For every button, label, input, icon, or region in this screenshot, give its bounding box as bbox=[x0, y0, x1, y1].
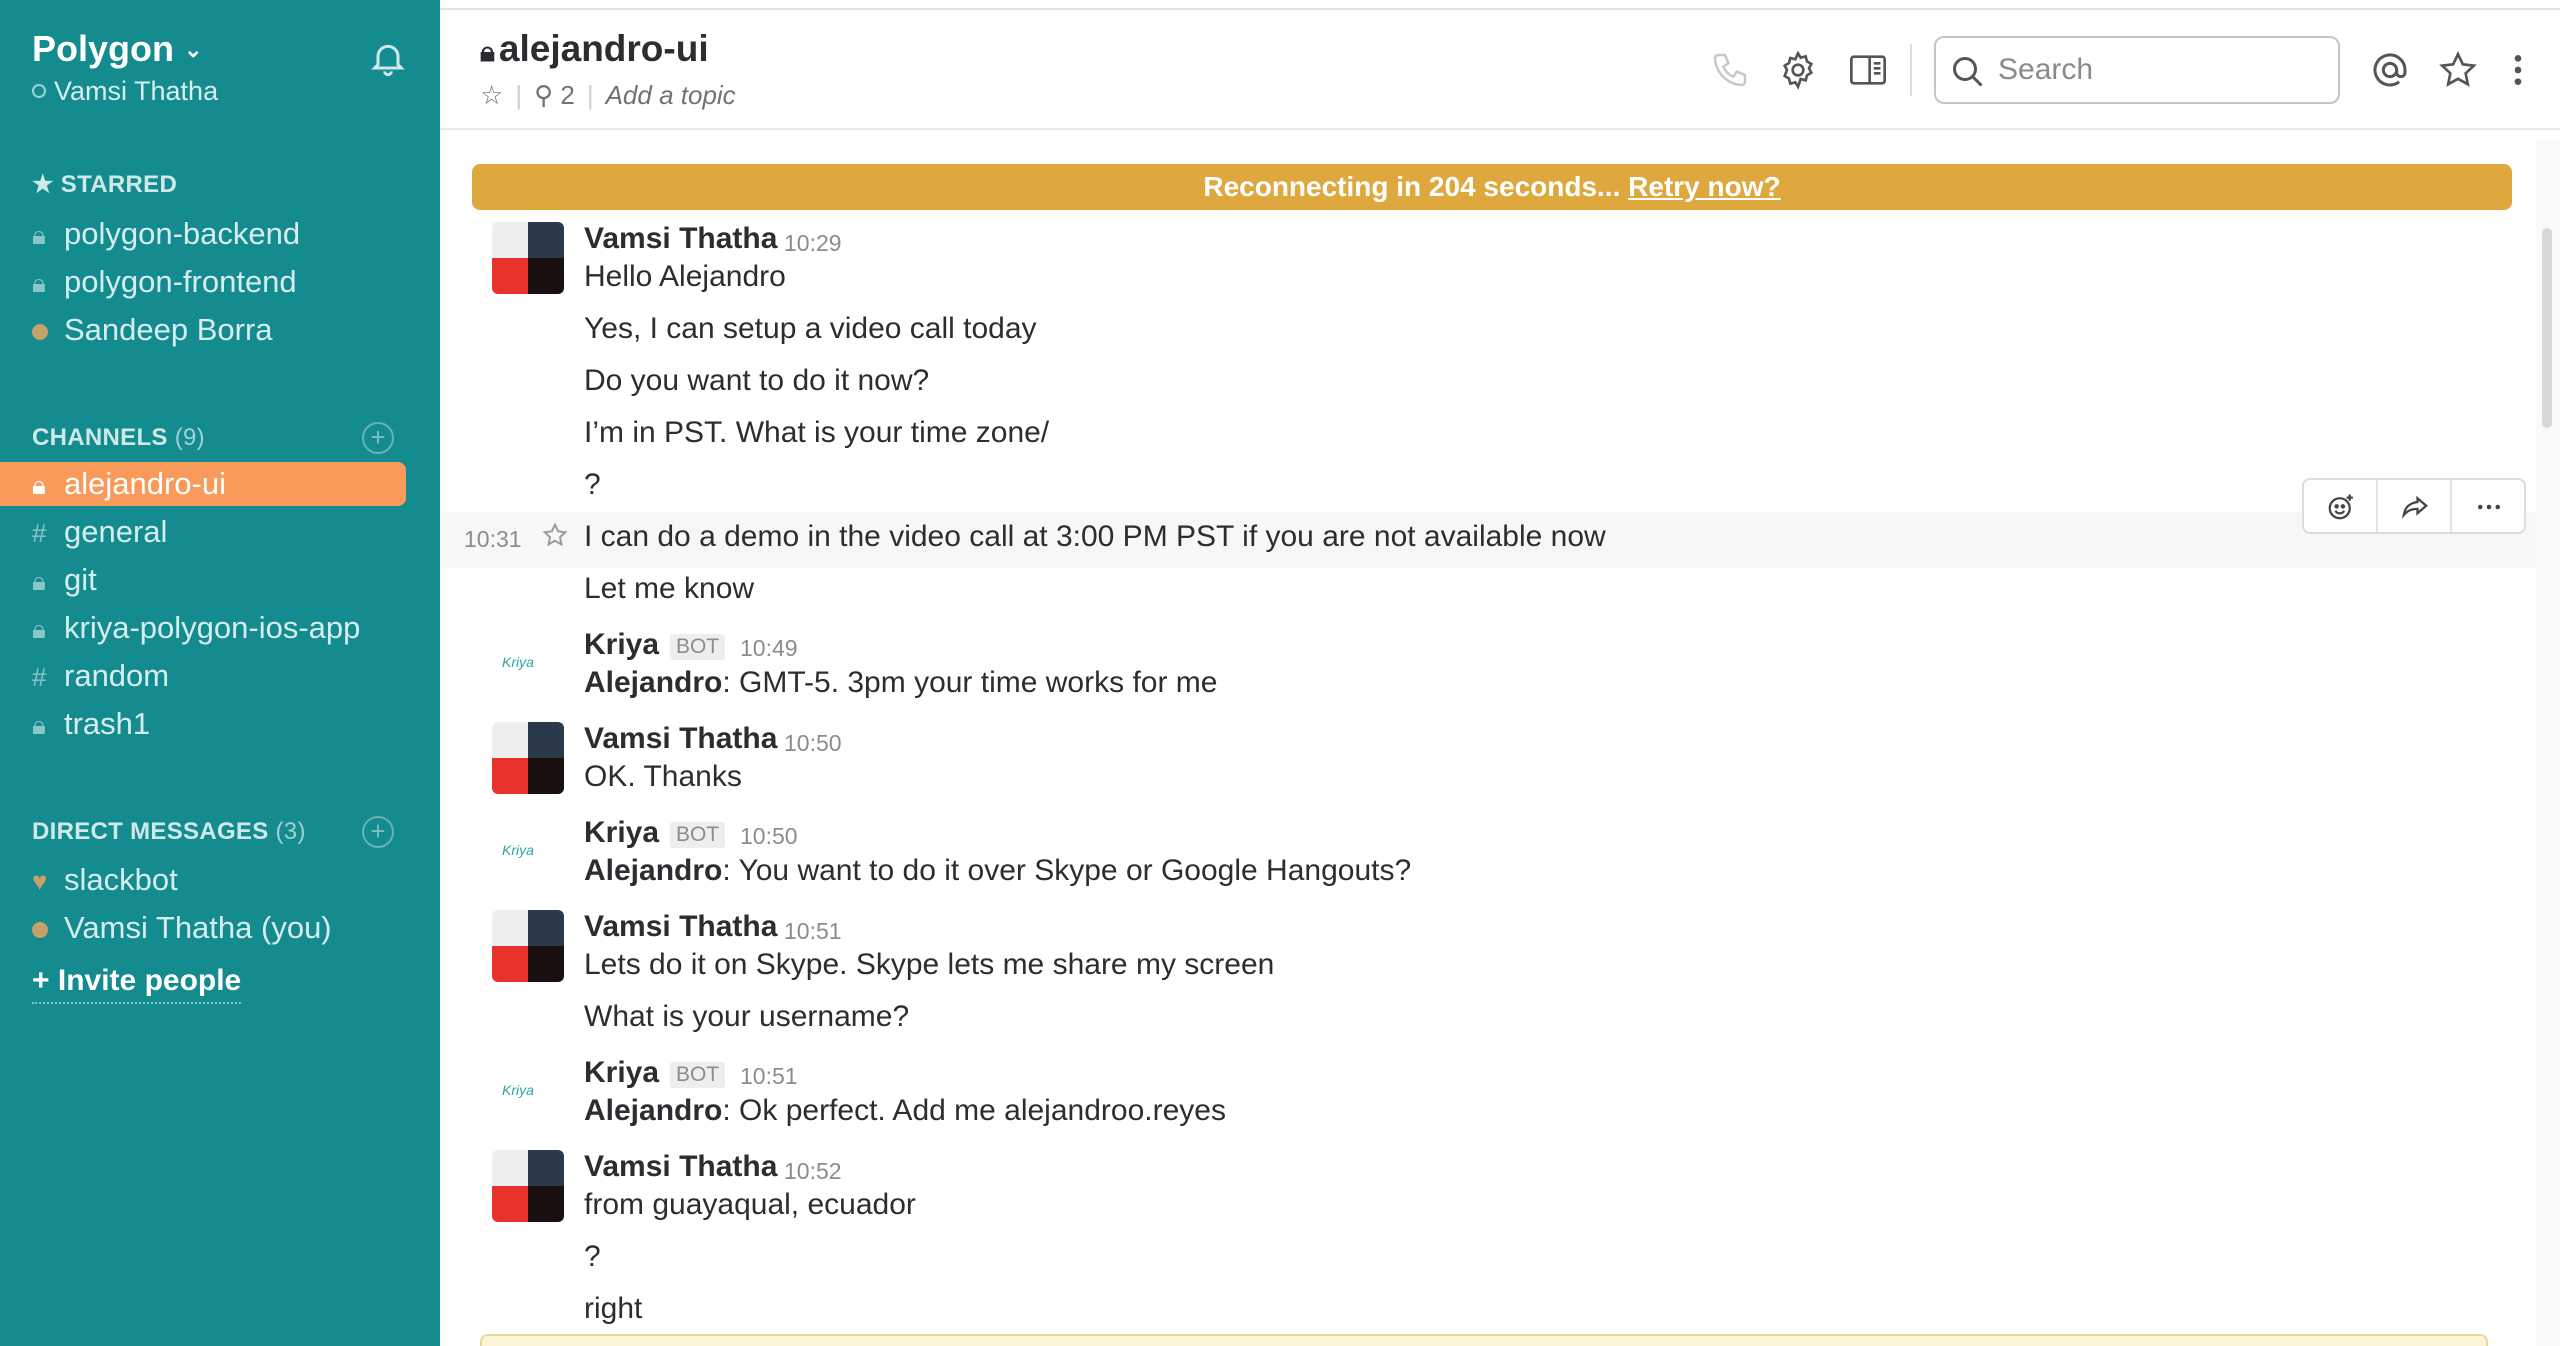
message-timestamp[interactable]: 10:50 bbox=[784, 730, 842, 756]
message-sender[interactable]: Vamsi Thatha bbox=[584, 1150, 778, 1183]
sidebar-item-trash1[interactable] bbox=[32, 702, 150, 746]
message-sender[interactable]: Kriya bbox=[584, 1056, 660, 1089]
message-timestamp[interactable]: 10:51 bbox=[784, 918, 842, 944]
message-text: Lets do it on Skype. Skype lets me share my screen bbox=[584, 948, 1275, 981]
kriya-logo-text: Kriya bbox=[502, 842, 534, 858]
message-sender[interactable]: Kriya bbox=[584, 816, 660, 849]
message-text bbox=[584, 854, 1411, 888]
starred-header-label: STARRED bbox=[60, 171, 178, 198]
avatar[interactable] bbox=[492, 222, 564, 294]
member-count: 2 bbox=[560, 80, 575, 110]
avatar[interactable] bbox=[492, 722, 564, 794]
sidebar-item-label: trash1 bbox=[64, 706, 151, 741]
message-composer[interactable] bbox=[480, 1334, 2488, 1346]
channel-meta: ☆ | ⚲ 2 | Add a topic bbox=[480, 80, 736, 110]
message-timestamp[interactable]: 10:31 bbox=[464, 526, 522, 552]
message-text: from guayaqual, ecuador bbox=[584, 1188, 916, 1221]
message-scrollbar[interactable] bbox=[2536, 140, 2560, 1346]
message-author: Alejandro bbox=[584, 1094, 723, 1127]
share-message-button[interactable] bbox=[2378, 480, 2452, 532]
add-topic-link[interactable]: Add a topic bbox=[605, 80, 736, 110]
share-arrow-icon bbox=[2400, 492, 2430, 522]
plus-icon: + bbox=[32, 964, 50, 997]
dm-header-label: DIRECT MESSAGES bbox=[32, 818, 269, 845]
emoji-add-icon bbox=[2326, 492, 2356, 522]
heart-icon: ♥ bbox=[32, 866, 48, 896]
add-dm-button[interactable]: + bbox=[362, 816, 394, 848]
bot-badge: BOT bbox=[670, 822, 725, 848]
sidebar-item-git[interactable] bbox=[32, 558, 97, 602]
hash-icon: # bbox=[32, 518, 47, 548]
star-icon: ★ bbox=[32, 171, 54, 198]
message-sender[interactable]: Vamsi Thatha bbox=[584, 910, 778, 943]
sidebar-item-alejandro-ui[interactable] bbox=[0, 462, 406, 506]
message-text: I’m in PST. What is your time zone/ bbox=[584, 416, 1050, 449]
sidebar-item-label: polygon-backend bbox=[64, 216, 301, 251]
sidebar-item-label: alejandro-ui bbox=[64, 466, 226, 501]
sidebar-item-label: git bbox=[64, 562, 97, 597]
more-actions-button[interactable] bbox=[2452, 480, 2526, 532]
lock-icon: 🔒︎ bbox=[32, 710, 46, 740]
avatar[interactable] bbox=[492, 1150, 564, 1222]
person-icon: ⚲ bbox=[534, 80, 554, 110]
header-divider bbox=[1910, 44, 1912, 96]
message-text: right bbox=[584, 1292, 643, 1325]
message-body: : GMT-5. 3pm your time works for me bbox=[722, 666, 1218, 699]
chevron-down-icon: ⌄ bbox=[184, 37, 203, 62]
message-timestamp[interactable]: 10:52 bbox=[784, 1158, 842, 1184]
member-count-button[interactable] bbox=[534, 80, 575, 110]
mentions-icon[interactable] bbox=[2370, 50, 2410, 90]
kriya-logo-text: Kriya bbox=[502, 1082, 534, 1098]
avatar[interactable] bbox=[492, 910, 564, 982]
search-input[interactable] bbox=[1996, 50, 2316, 90]
star-icon[interactable] bbox=[2438, 50, 2478, 90]
sidebar-item-label: kriya-polygon-ios-app bbox=[64, 610, 361, 645]
message-sender[interactable]: Kriya bbox=[584, 628, 660, 661]
sidebar-item-label: polygon-frontend bbox=[64, 264, 297, 299]
message-text: Hello Alejandro bbox=[584, 260, 786, 293]
presence-icon bbox=[32, 84, 46, 98]
presence-away-icon bbox=[32, 309, 64, 353]
message-text: What is your username? bbox=[584, 1000, 910, 1033]
message-sender[interactable]: Vamsi Thatha bbox=[584, 722, 778, 755]
presence-away-icon bbox=[32, 907, 64, 951]
dm-count: (3) bbox=[275, 818, 306, 845]
reconnect-banner bbox=[472, 164, 2512, 210]
search-box[interactable] bbox=[1934, 36, 2340, 104]
message-timestamp[interactable]: 10:29 bbox=[784, 230, 842, 256]
message-list bbox=[440, 210, 2536, 1346]
sidebar-item-polygon-backend[interactable] bbox=[32, 212, 300, 256]
kriya-logo[interactable] bbox=[502, 1082, 558, 1106]
lock-icon: 🔒︎ bbox=[32, 566, 46, 596]
lock-icon: 🔒︎ bbox=[32, 268, 46, 298]
lock-icon: 🔒︎ bbox=[32, 614, 46, 644]
sidebar-item-slackbot[interactable] bbox=[32, 858, 178, 902]
bell-icon[interactable] bbox=[368, 38, 408, 78]
message-text: ? bbox=[584, 1240, 601, 1273]
message-body: : Ok perfect. Add me alejandroo.reyes bbox=[722, 1094, 1226, 1127]
message-timestamp[interactable]: 10:50 bbox=[740, 823, 798, 849]
message-author: Alejandro bbox=[584, 666, 723, 699]
gear-icon[interactable] bbox=[1778, 50, 1818, 90]
message-text bbox=[584, 1094, 1226, 1128]
channel-title[interactable] bbox=[480, 28, 709, 70]
sidebar-item-label: Vamsi Thatha (you) bbox=[64, 910, 332, 945]
message-text: OK. Thanks bbox=[584, 760, 742, 793]
channels-header-label: CHANNELS bbox=[32, 424, 168, 451]
search-icon bbox=[1950, 54, 1986, 90]
message-sender[interactable]: Vamsi Thatha bbox=[584, 222, 778, 255]
star-outline-icon[interactable] bbox=[542, 522, 568, 548]
more-vertical-icon[interactable] bbox=[2498, 50, 2538, 90]
lock-icon: 🔒︎ bbox=[32, 220, 46, 250]
starred-header[interactable] bbox=[32, 170, 177, 199]
message-text bbox=[584, 666, 1217, 700]
message-text: Let me know bbox=[584, 572, 755, 605]
bot-badge: BOT bbox=[670, 1062, 725, 1088]
more-horizontal-icon bbox=[2474, 492, 2504, 522]
retry-now-link[interactable]: Retry now? bbox=[1628, 171, 1781, 202]
channels-count: (9) bbox=[174, 424, 205, 451]
phone-icon[interactable] bbox=[1710, 50, 1750, 90]
lock-icon: 🔒︎ bbox=[32, 470, 46, 500]
sidebar-item-kriya-polygon-ios-app[interactable] bbox=[32, 606, 360, 650]
message-text: Yes, I can setup a video call today bbox=[584, 312, 1037, 345]
channels-header[interactable] bbox=[32, 424, 205, 452]
lock-icon: 🔒︎ bbox=[480, 36, 495, 67]
sidebar-item-label: slackbot bbox=[64, 862, 178, 897]
hash-icon: # bbox=[32, 662, 47, 692]
add-reaction-button[interactable] bbox=[2304, 480, 2378, 532]
invite-people-link[interactable] bbox=[32, 964, 241, 1004]
sidebar-item-label: Sandeep Borra bbox=[64, 312, 273, 347]
sidebar-item-vamsi-thatha-you[interactable] bbox=[32, 906, 332, 950]
team-name: Polygon bbox=[32, 28, 174, 69]
team-menu[interactable] bbox=[32, 28, 202, 70]
message-timestamp[interactable]: 10:49 bbox=[740, 635, 798, 661]
reconnect-text: Reconnecting in 204 seconds... bbox=[1203, 171, 1621, 202]
star-outline-icon[interactable]: ☆ bbox=[480, 80, 504, 110]
sidebar-item-general[interactable] bbox=[32, 510, 167, 554]
sidebar-item-label: general bbox=[64, 514, 168, 549]
kriya-logo[interactable] bbox=[502, 842, 558, 866]
message-text: ? bbox=[584, 468, 601, 501]
add-channel-button[interactable]: + bbox=[362, 422, 394, 454]
sidebar-item-sandeep-borra[interactable] bbox=[32, 308, 273, 352]
current-user[interactable] bbox=[32, 76, 218, 107]
dm-header[interactable] bbox=[32, 818, 306, 846]
kriya-logo[interactable] bbox=[502, 654, 558, 678]
message-author: Alejandro bbox=[584, 854, 723, 887]
invite-people-label: Invite people bbox=[57, 964, 242, 997]
kriya-logo-text: Kriya bbox=[502, 654, 534, 670]
sidebar-toggle-icon[interactable] bbox=[1848, 50, 1888, 90]
message-text: I can do a demo in the video call at 3:00 PM PST if you are not available now bbox=[584, 520, 1606, 553]
channel-name: alejandro-ui bbox=[498, 28, 709, 69]
sidebar bbox=[0, 0, 440, 1346]
message-text: Do you want to do it now? bbox=[584, 364, 930, 397]
channel-header bbox=[440, 10, 2560, 130]
scrollbar-thumb[interactable] bbox=[2542, 228, 2552, 428]
message-actions bbox=[2302, 478, 2526, 534]
sidebar-item-polygon-frontend[interactable] bbox=[32, 260, 297, 304]
message-timestamp[interactable]: 10:51 bbox=[740, 1063, 798, 1089]
sidebar-item-random[interactable] bbox=[32, 654, 169, 698]
sidebar-item-label: random bbox=[64, 658, 170, 693]
current-user-name: Vamsi Thatha bbox=[54, 76, 219, 106]
message-body: : You want to do it over Skype or Google Hangouts? bbox=[722, 854, 1412, 887]
bot-badge: BOT bbox=[670, 634, 725, 660]
